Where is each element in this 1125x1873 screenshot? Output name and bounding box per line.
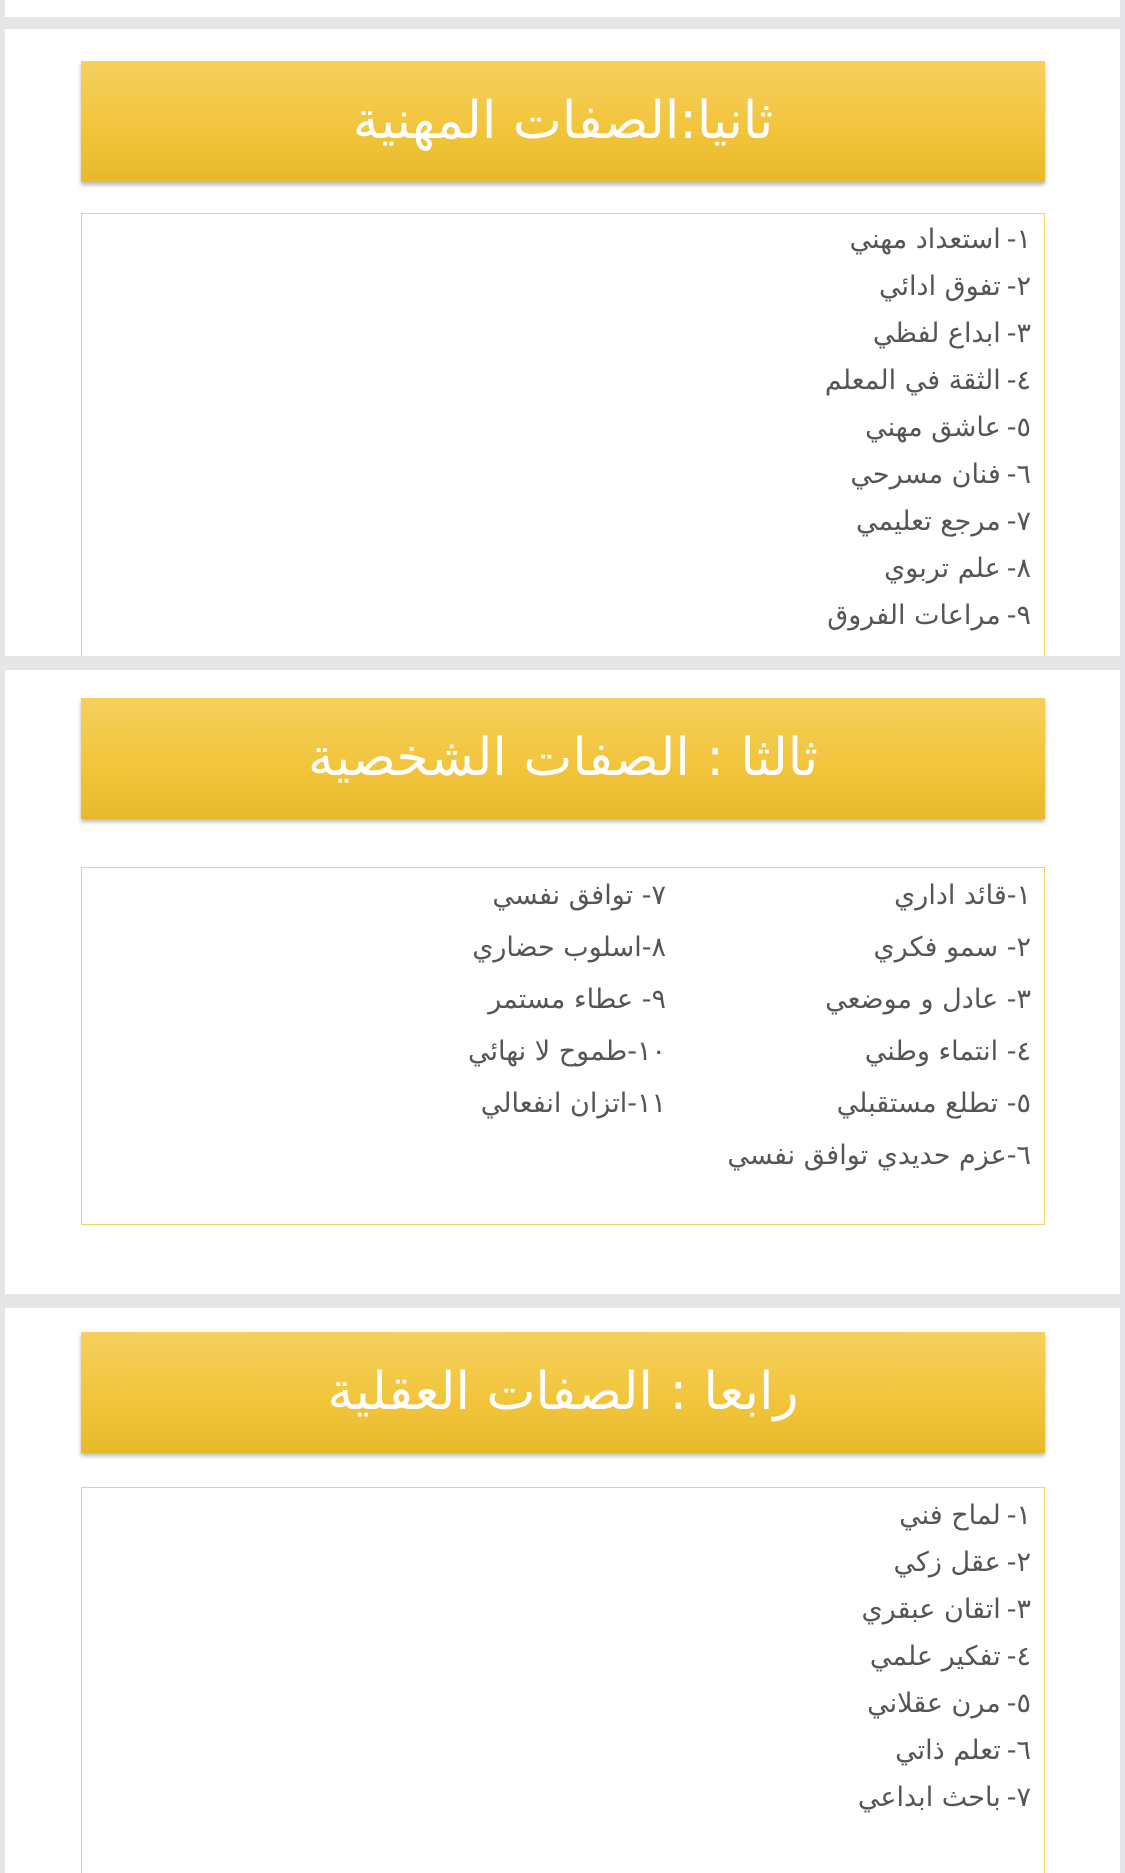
list-item: ٢- سمو فكري xyxy=(873,932,1031,963)
list-item: ٣-ابداع لفظي xyxy=(872,318,1031,349)
list-item: ٤-تفكير علمي xyxy=(869,1641,1031,1672)
section-title: رابعا : الصفات العقلية xyxy=(327,1362,799,1422)
section-title: ثانيا:الصفات المهنية xyxy=(352,91,774,151)
list-item: ٦-تعلم ذاتي xyxy=(895,1735,1031,1766)
section-title-banner xyxy=(81,1332,1045,1453)
traits-list-box xyxy=(81,213,1045,656)
list-item: ٧- توافق نفسي xyxy=(492,880,666,911)
list-item: ٤-الثقة في المعلم xyxy=(824,365,1031,396)
list-item: ٢-تفوق ادائي xyxy=(879,271,1031,302)
list-item: ١-استعداد مهني xyxy=(849,224,1031,255)
traits-list xyxy=(82,1488,1044,1821)
list-item: ٦-عزم حديدي توافق نفسي xyxy=(727,1140,1031,1171)
traits-columns-box xyxy=(81,867,1045,1225)
list-item: ٧-باحث ابداعي xyxy=(857,1782,1031,1813)
list-item: ٩- عطاء مستمر xyxy=(488,984,666,1015)
list-item: ٦-فنان مسرحي xyxy=(850,459,1031,490)
traits-list xyxy=(82,214,1044,639)
list-item: ٣- عادل و موضعي xyxy=(825,984,1031,1015)
section-title-banner xyxy=(81,61,1045,182)
traits-column-right xyxy=(679,868,1044,1182)
list-item: ٢-عقل زكي xyxy=(893,1547,1031,1578)
section-title: ثالثا : الصفات الشخصية xyxy=(307,728,819,788)
list-item: ٨-اسلوب حضاري xyxy=(472,932,666,963)
list-item: ٥-عاشق مهني xyxy=(865,412,1031,443)
list-item: ١٠-طموح لا نهائي xyxy=(467,1036,666,1067)
previous-slide-edge xyxy=(5,0,1120,17)
list-item: ١-قائد اداري xyxy=(894,880,1031,911)
list-item: ٤- انتماء وطني xyxy=(864,1036,1031,1067)
list-item: ١-لماح فني xyxy=(899,1500,1031,1531)
slide-personal-traits xyxy=(5,670,1120,1294)
list-item: ٥- تطلع مستقبلي xyxy=(836,1088,1031,1119)
list-item: ١١-اتزان انفعالي xyxy=(480,1088,666,1119)
list-item: ٩-مراعات الفروق xyxy=(827,600,1031,631)
list-item: ٣-اتقان عبقري xyxy=(861,1594,1031,1625)
traits-columns xyxy=(82,868,1044,1182)
slide-mental-traits xyxy=(5,1308,1120,1873)
traits-list-box xyxy=(81,1487,1045,1873)
list-item: ٧-مرجع تعليمي xyxy=(855,506,1031,537)
list-item: ٨-علم تربوي xyxy=(884,553,1031,584)
traits-column-left xyxy=(279,868,679,1182)
section-title-banner xyxy=(81,698,1045,819)
list-item: ٥-مرن عقلاني xyxy=(867,1688,1031,1719)
slide-professional-traits xyxy=(5,29,1120,656)
